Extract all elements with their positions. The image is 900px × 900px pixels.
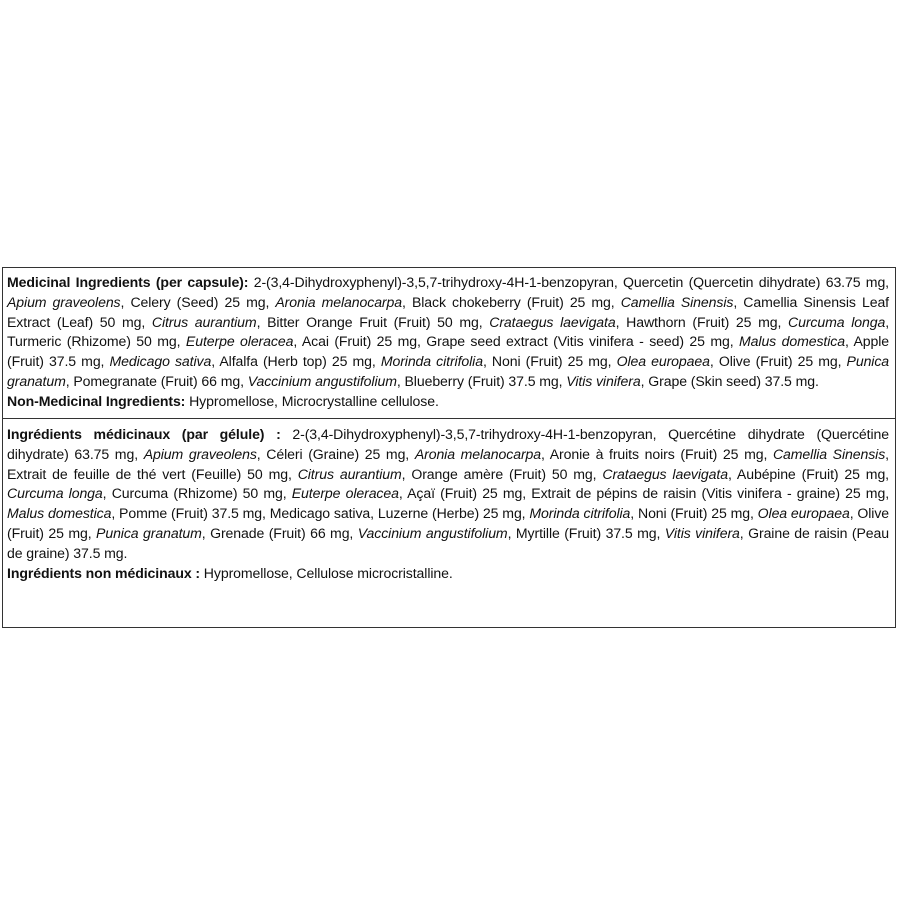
botanical-name: Crataegus laevigata bbox=[602, 465, 728, 482]
ingredient-text: , Aronie à fruits noirs (Fruit) 25 mg, bbox=[541, 445, 773, 462]
ingredient-text: , Celery (Seed) 25 mg, bbox=[120, 293, 276, 310]
ingredient-text: , Blueberry (Fruit) 37.5 mg, bbox=[396, 372, 567, 389]
ingredient-text: , Camellia Sinensis Leaf Extract (Leaf) 50 mg, bbox=[7, 293, 889, 330]
botanical-name: Euterpe oleracea bbox=[185, 333, 294, 350]
botanical-name: Apium graveolens bbox=[143, 445, 257, 462]
ingredient-text: , Graine de raisin (Peau de graine) 37.5 mg. bbox=[7, 524, 889, 561]
ingredient-text: , Turmeric (Rhizome) 50 mg, bbox=[7, 313, 890, 350]
botanical-name: Aronia melanocarpa bbox=[414, 445, 542, 462]
ingredient-text: , Olive (Fruit) 25 mg, bbox=[7, 505, 890, 541]
ingredient-text: , Hawthorn (Fruit) 25 mg, bbox=[615, 313, 789, 330]
botanical-name: Vaccinium angustifolium bbox=[357, 524, 508, 541]
botanical-name: Camellia Sinensis bbox=[620, 293, 734, 310]
english-medicinal-list bbox=[7, 274, 889, 389]
ingredients-label-box bbox=[2, 267, 896, 628]
botanical-name: Vitis vinifera bbox=[566, 372, 641, 389]
french-medicinal-list bbox=[7, 426, 889, 561]
ingredient-text: 2-(3,4-Dihydroxyphenyl)-3,5,7-trihydroxy-4H-1-benzopyran, Quercétine dihydrate (Quercétine dihydrate) 63.75 mg, bbox=[7, 426, 889, 462]
botanical-name: Curcuma longa bbox=[7, 485, 103, 502]
french-medicinal-heading: Ingrédients médicinaux (par gélule) : bbox=[7, 426, 281, 442]
botanical-name: Olea europaea bbox=[616, 353, 710, 370]
botanical-name: Citrus aurantium bbox=[151, 313, 257, 330]
botanical-name: Malus domestica bbox=[7, 505, 112, 522]
english-non-medicinal-heading: Non-Medicinal Ingredients: bbox=[7, 392, 186, 409]
ingredient-text: , Açaï (Fruit) 25 mg, Extrait de pépins de raisin (Vitis vinifera - graine) 25 mg, bbox=[398, 485, 890, 502]
section-divider bbox=[3, 418, 895, 419]
ingredient-text: , Pomegranate (Fruit) 66 mg, bbox=[65, 372, 248, 389]
ingredient-text: 2-(3,4-Dihydroxyphenyl)-3,5,7-trihydroxy-4H-1-benzopyran, Quercetin (Quercetin dihydrate) 63.75 mg, bbox=[248, 274, 889, 290]
botanical-name: Morinda citrifolia bbox=[529, 505, 631, 522]
ingredient-text: , Aubépine (Fruit) 25 mg, bbox=[727, 465, 889, 482]
french-non-medicinal-heading: Ingrédients non médicinaux : bbox=[7, 564, 200, 581]
ingredient-text: , Extrait de feuille de thé vert (Feuille) 50 mg, bbox=[7, 445, 889, 482]
ingredient-text: , Black chokeberry (Fruit) 25 mg, bbox=[402, 293, 621, 310]
english-ingredients-section bbox=[7, 273, 889, 412]
ingredient-text: , Olive (Fruit) 25 mg, bbox=[709, 353, 847, 370]
botanical-name: Malus domestica bbox=[739, 333, 845, 350]
english-non-medicinal-ingredients bbox=[7, 392, 889, 412]
botanical-name: Medicago sativa bbox=[109, 353, 212, 370]
ingredient-text: , Pomme (Fruit) 37.5 mg, Medicago sativa, Luzerne (Herbe) 25 mg, bbox=[111, 505, 530, 522]
ingredient-text: , Noni (Fruit) 25 mg, bbox=[482, 353, 617, 370]
french-ingredients-section bbox=[7, 425, 889, 583]
ingredient-text: , Orange amère (Fruit) 50 mg, bbox=[401, 465, 603, 482]
botanical-name: Euterpe oleracea bbox=[291, 485, 399, 502]
botanical-name: Vaccinium angustifolium bbox=[247, 372, 397, 389]
botanical-name: Punica granatum bbox=[7, 353, 890, 389]
ingredient-text: , Bitter Orange Fruit (Fruit) 50 mg, bbox=[256, 313, 490, 330]
ingredient-text: , Grenade (Fruit) 66 mg, bbox=[201, 524, 358, 541]
botanical-name: Crataegus laevigata bbox=[489, 313, 616, 330]
botanical-name: Citrus aurantium bbox=[297, 465, 402, 482]
botanical-name: Morinda citrifolia bbox=[380, 353, 483, 370]
ingredient-text: , Myrtille (Fruit) 37.5 mg, bbox=[507, 524, 665, 541]
botanical-name: Camellia Sinensis bbox=[772, 445, 886, 462]
botanical-name: Apium graveolens bbox=[7, 293, 121, 310]
ingredient-text: , Céleri (Graine) 25 mg, bbox=[256, 445, 415, 462]
french-medicinal-ingredients bbox=[7, 425, 889, 564]
ingredient-text: , Grape (Skin seed) 37.5 mg. bbox=[640, 372, 819, 389]
ingredient-text: , Alfalfa (Herb top) 25 mg, bbox=[211, 353, 381, 370]
botanical-name: Aronia melanocarpa bbox=[275, 293, 403, 310]
ingredient-text: , Noni (Fruit) 25 mg, bbox=[630, 505, 758, 522]
french-non-medicinal-ingredients bbox=[7, 564, 889, 584]
ingredient-text: , Apple (Fruit) 37.5 mg, bbox=[7, 333, 889, 370]
botanical-name: Punica granatum bbox=[96, 524, 202, 541]
french-non-medicinal-list: Hypromellose, Cellulose microcristalline. bbox=[199, 564, 453, 581]
english-medicinal-ingredients bbox=[7, 273, 889, 392]
botanical-name: Olea europaea bbox=[757, 505, 850, 522]
english-non-medicinal-list: Hypromellose, Microcrystalline cellulose. bbox=[185, 392, 439, 409]
ingredient-text: , Acai (Fruit) 25 mg, Grape seed extract (Vitis vinifera - seed) 25 mg, bbox=[293, 333, 740, 350]
english-medicinal-heading: Medicinal Ingredients (per capsule): bbox=[7, 274, 249, 290]
botanical-name: Vitis vinifera bbox=[664, 524, 740, 541]
botanical-name: Curcuma longa bbox=[788, 313, 886, 330]
ingredient-text: , Curcuma (Rhizome) 50 mg, bbox=[102, 485, 292, 502]
